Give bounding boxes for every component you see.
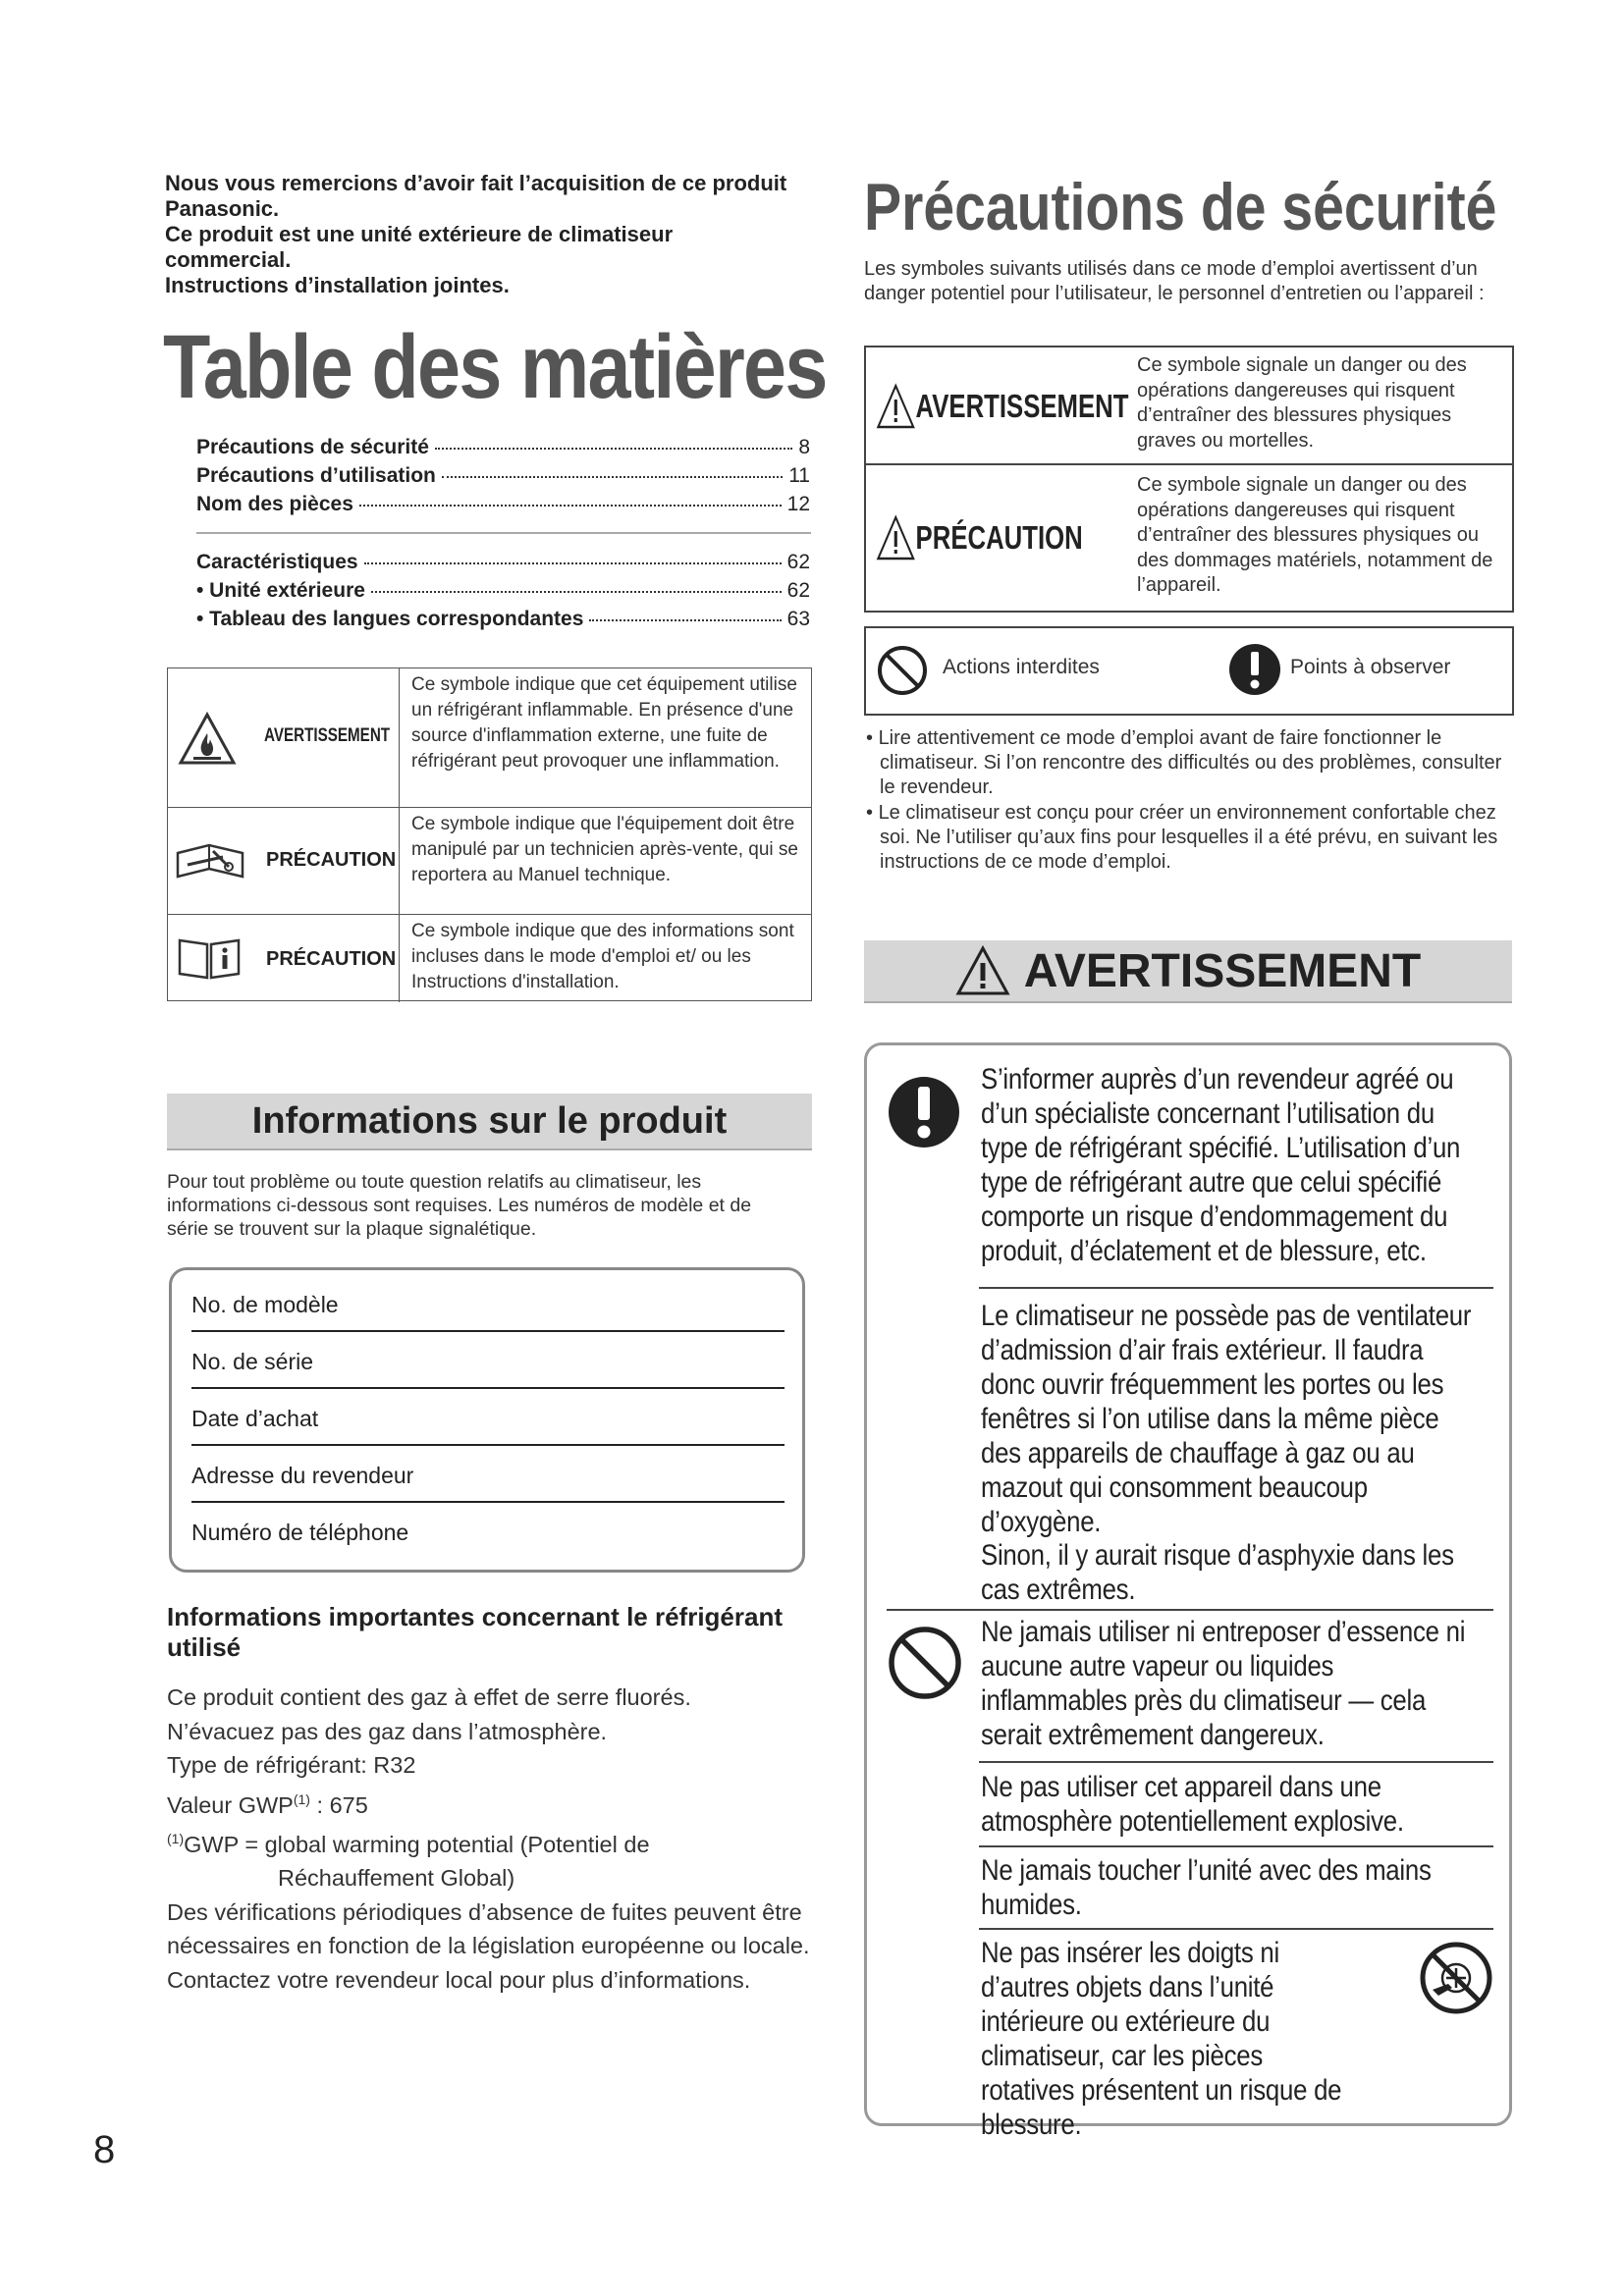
caution-description: Ce symbole signale un danger ou des opérations dangereuses qui risquent d’entraîner des blessures physiques ou des dommages matériels, notamment de l’appareil. (1137, 474, 1493, 596)
gwp-value: Valeur GWP$^{(1)}$ : 675 (167, 1790, 368, 1818)
purchase-date-field[interactable]: Date d’achat (191, 1406, 785, 1446)
symbols-table (167, 667, 812, 1001)
refrigerant-line: Ce produit contient des gaz à effet de serre fluorés. (167, 1684, 691, 1710)
warning-triangle-icon (876, 514, 916, 561)
warning-banner (864, 940, 1512, 1003)
toc-entry-page: 63 (786, 608, 810, 630)
warning-item: S’informer auprès d’un revendeur agréé ou d’un spécialiste concernant l’utilisation du type de réfrigérant spécifié. L’utilisation d’un type de réfrigérant autre que celui spécifié comporte un risque d’endommagement du produit, d’éclatement et de blessure, etc. (981, 1063, 1461, 1267)
refrigerant-body (167, 1681, 815, 1997)
service-manual-icon (174, 837, 246, 884)
prohibited-icon (876, 644, 929, 697)
toc-entry-label: Nom des pièces (196, 493, 353, 515)
toc-entry-page: 62 (786, 579, 810, 602)
warning-divider (979, 1287, 1493, 1289)
warning-divider (979, 1928, 1493, 1930)
warning-row (866, 347, 1512, 465)
info-book-icon (176, 936, 243, 982)
toc-entry[interactable] (196, 551, 810, 574)
warning-item: Ne jamais utiliser ni entreposer d’essence ni aucune autre vapeur ou liquides inflammables près du climatiseur — cela serait extrêmement dangereux. (981, 1616, 1466, 1751)
bullet-item: • Le climatiseur est conçu pour créer un environnement confortable chez soi. Ne l’utiliser qu’aux fins pour lesquelles il a été prévu, en suivant les instructions de ce mode d’emploi. (866, 802, 1498, 873)
warning-triangle-icon (876, 383, 916, 430)
safety-title: Précautions de sécurité (864, 170, 1497, 244)
toc-entry-page: 62 (786, 551, 810, 573)
toc-entry[interactable] (196, 464, 810, 488)
warning-item: Le climatiseur ne possède pas de ventilateur d’admission d’air frais extérieur. Il faudra donc ouvrir fréquemment les portes ou les fenêtres si l’on utilise dans la même pièce des appareils de chauffage à gaz ou au mazout qui consomment beaucoup d’oxygène. (981, 1300, 1472, 1538)
safety-intro: Les symboles suivants utilisés dans ce mode d’emploi avertissent d’un danger potentiel pour l’utilisateur, le personnel d’entretien ou l’appareil : (864, 258, 1485, 304)
toc-entry-label: • Tableau des langues correspondantes (196, 608, 584, 630)
refrigerant-type: Type de réfrigérant: R32 (167, 1752, 416, 1778)
dealer-address-field[interactable]: Adresse du revendeur (191, 1463, 785, 1503)
product-info-banner (167, 1094, 812, 1150)
toc-entry-label: Précautions de sécurité (196, 436, 429, 458)
warning-triangle-icon (955, 945, 1010, 996)
safety-bullets (862, 726, 1515, 876)
page-number: 8 (93, 2128, 116, 2171)
warning-divider (979, 1845, 1493, 1847)
warning-divider (887, 1609, 1493, 1611)
symbols-row (168, 808, 811, 915)
flammable-warning-icon (178, 712, 237, 767)
toc-entry-page: 8 (798, 436, 810, 458)
intro-line-2: Ce produit est une unité extérieure de climatiseur commercial. (165, 222, 674, 272)
warnings-box (864, 1042, 1512, 2141)
intro-line-3: Instructions d’installation jointes. (165, 273, 510, 297)
refrigerant-title: Informations importantes concernant le réfrigérant utilisé (167, 1602, 784, 1662)
mandatory-icon (1227, 642, 1282, 697)
toc-entry-page: 11 (788, 464, 810, 487)
toc-entry[interactable] (196, 493, 810, 516)
toc-entry-page: 12 (786, 493, 810, 515)
symbols-row (168, 668, 811, 808)
phone-number-field[interactable]: Numéro de téléphone (191, 1520, 409, 1545)
product-info-title: Informations sur le produit (251, 1099, 728, 1142)
caution-label: PRÉCAUTION (876, 508, 1083, 567)
toc-entry-label: • Unité extérieure (196, 579, 365, 602)
bullet-item: • Lire attentivement ce mode d’emploi avant de faire fonctionner le climatiseur. Si l’on rencontre des difficultés ou des problèmes, consulter le revendeur. (866, 727, 1502, 798)
mandatory-icon (887, 1075, 961, 1149)
intro-text (165, 171, 793, 298)
symbols-row-label: AVERTISSEMENT (264, 725, 391, 746)
symbols-row-label: PRÉCAUTION (266, 849, 397, 871)
product-info-paragraph: Pour tout problème ou toute question relatifs au climatiseur, les informations ci-dessous sont requises. Les numéros de modèle et de série se trouvent sur la plaque signalétique. (167, 1171, 752, 1240)
product-info-form (169, 1267, 805, 1573)
prohibited-icon (887, 1625, 963, 1701)
warning-banner-title: AVERTISSEMENT (1023, 944, 1422, 997)
warning-item: Ne pas utiliser cet appareil dans une atmosphère potentiellement explosive. (981, 1771, 1404, 1838)
gwp-footnote: $^{(1)}$GWP = global warming potential (Potentiel de (167, 1830, 650, 1857)
symbols-row-text: Ce symbole indique que l'équipement doit être manipulé par un technicien après-vente, qui se reportera au Manuel technique. (411, 814, 798, 885)
prohibited-label: Actions interdites (943, 656, 1100, 678)
toc-divider (196, 532, 811, 534)
signal-words-table (864, 346, 1514, 613)
caution-row (866, 465, 1512, 614)
toc-entry[interactable] (196, 608, 810, 631)
symbols-row-text: Ce symbole indique que cet équipement utilise un réfrigérant inflammable. En présence d'une source d'inflammation externe, une fuite de réfrigérant peut provoquer une inflammation. (411, 674, 797, 772)
refrigerant-paragraph: Des vérifications périodiques d’absence de fuites peuvent être nécessaires en fonction de la législation européenne ou locale. Contactez votre revendeur local pour plus d’informations. (167, 1898, 810, 1993)
toc-entry[interactable] (196, 579, 810, 603)
toc-entry-label: Précautions d’utilisation (196, 464, 436, 487)
toc-entry-label: Caractéristiques (196, 551, 358, 573)
warning-item: Sinon, il y aurait risque d’asphyxie dans les cas extrêmes. (981, 1539, 1454, 1606)
warning-label: AVERTISSEMENT (876, 377, 1128, 436)
warning-divider (979, 1761, 1493, 1763)
observe-label: Points à observer (1290, 656, 1451, 678)
gwp-footnote-cont: Réchauffement Global) (278, 1865, 515, 1892)
no-fingers-icon (1419, 1941, 1493, 2015)
symbols-row-label: PRÉCAUTION (266, 948, 397, 970)
toc-title: Table des matières (163, 317, 827, 417)
model-number-field[interactable]: No. de modèle (191, 1292, 785, 1332)
symbols-row-text: Ce symbole indique que des informations sont incluses dans le mode d'emploi et/ ou les Instructions d'installation. (411, 921, 794, 992)
toc-entry[interactable] (196, 436, 810, 459)
warning-item: Ne jamais toucher l’unité avec des mains humides. (981, 1854, 1432, 1921)
refrigerant-line: N’évacuez pas des gaz dans l’atmosphère. (167, 1718, 608, 1744)
intro-line-1: Nous vous remercions d’avoir fait l’acquisition de ce produit Panasonic. (165, 171, 787, 221)
serial-number-field[interactable]: No. de série (191, 1349, 785, 1389)
symbols-row (168, 915, 811, 1002)
warning-description: Ce symbole signale un danger ou des opérations dangereuses qui risquent d’entraîner des blessures physiques graves ou mortelles. (1137, 354, 1467, 452)
symbol-legend-box (864, 626, 1514, 716)
warning-item: Ne pas insérer les doigts ni d’autres objets dans l’unité intérieure ou extérieure du climatiseur, car les pièces rotatives présentent un risque de blessure. (981, 1937, 1342, 2141)
